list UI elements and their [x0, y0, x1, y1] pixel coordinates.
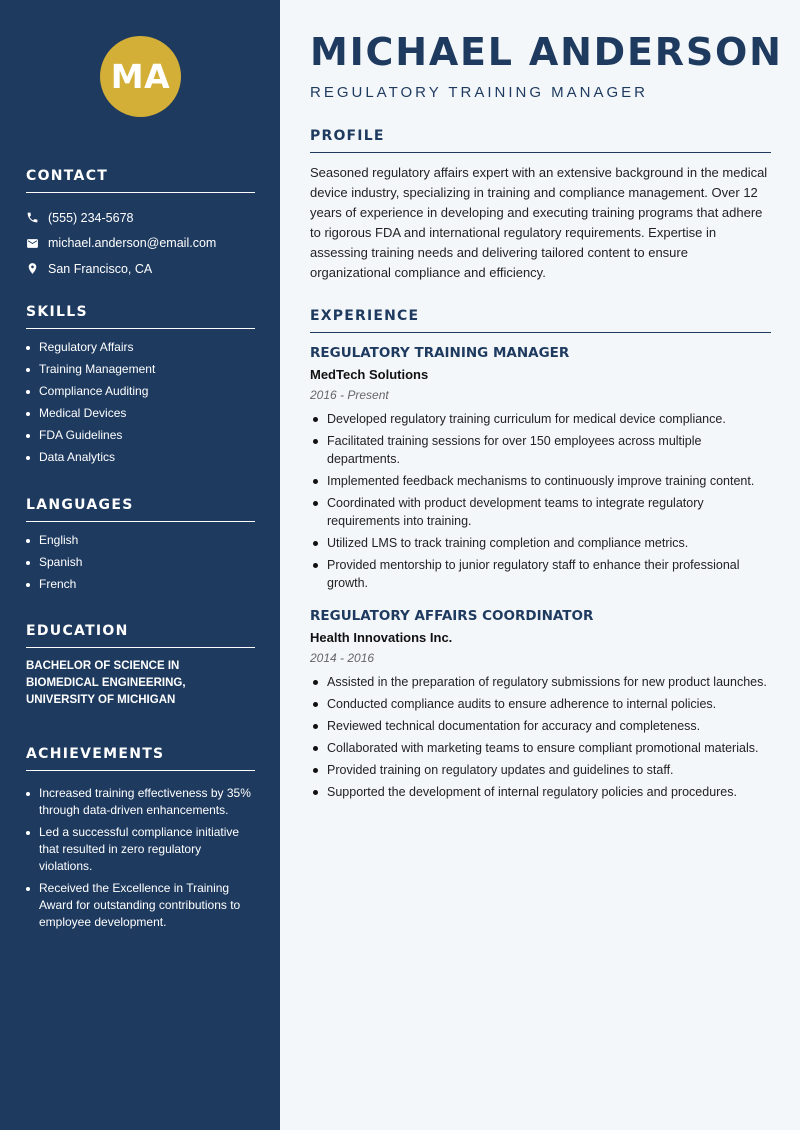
- job-point: Implemented feedback mechanisms to continuously improve training content.: [310, 472, 771, 490]
- job-role: REGULATORY TRAINING MANAGER: [310, 345, 570, 361]
- job-point: Coordinated with product development teams to integrate regulatory requirements into training.: [310, 494, 771, 530]
- skill-item: Data Analytics: [26, 449, 255, 466]
- profile-section: [310, 128, 771, 283]
- contact-email: [26, 231, 255, 257]
- job-points: [310, 410, 771, 592]
- job-dates: 2016 - Present: [310, 388, 389, 402]
- skill-item: Compliance Auditing: [26, 383, 255, 400]
- sidebar: [0, 0, 280, 1130]
- achievements-list: [26, 785, 255, 931]
- language-item: French: [26, 576, 255, 593]
- job-point: Developed regulatory training curriculum for medical device compliance.: [310, 410, 771, 428]
- achievements-heading: ACHIEVEMENTS: [26, 746, 255, 771]
- achievement-item: Received the Excellence in Training Award for outstanding contributions to employee development.: [26, 880, 255, 931]
- achievement-item: Led a successful compliance initiative that resulted in zero regulatory violations.: [26, 824, 255, 875]
- skills-section: [26, 304, 255, 471]
- language-item: Spanish: [26, 554, 255, 571]
- candidate-name: MICHAEL ANDERSON: [310, 30, 783, 74]
- contact-phone: [26, 205, 255, 231]
- job-point: Facilitated training sessions for over 150 employees across multiple departments.: [310, 432, 771, 468]
- job-role: REGULATORY AFFAIRS COORDINATOR: [310, 608, 594, 624]
- achievements-section: [26, 746, 255, 936]
- achievement-item: Increased training effectiveness by 35% through data-driven enhancements.: [26, 785, 255, 819]
- contact-email-text[interactable]: michael.anderson@email.com: [48, 236, 217, 251]
- job-point: Collaborated with marketing teams to ensure compliant promotional materials.: [310, 739, 771, 757]
- skill-item: Regulatory Affairs: [26, 339, 255, 356]
- experience-section: [310, 308, 771, 805]
- languages-heading: LANGUAGES: [26, 497, 255, 522]
- job-point: Supported the development of internal regulatory policies and procedures.: [310, 783, 771, 801]
- contact-section: [26, 168, 255, 282]
- education-heading: EDUCATION: [26, 623, 255, 648]
- education-section: [26, 623, 255, 709]
- profile-text: Seasoned regulatory affairs expert with an extensive background in the medical device industry, specializing in training and compliance management. Over 12 years of experience in developing and executing training programs that adhere to rigorous FDA and international regulatory requirements. Expertise in assessing training needs and delivering tailored content to ensure organizational compliance and efficiency.: [310, 165, 768, 280]
- contact-location: [26, 256, 255, 282]
- job-company: MedTech Solutions: [310, 367, 429, 382]
- skill-item: Medical Devices: [26, 405, 255, 422]
- skill-item: Training Management: [26, 361, 255, 378]
- experience-heading: EXPERIENCE: [310, 308, 771, 333]
- email-icon: [26, 237, 39, 250]
- location-pin-icon: [26, 262, 39, 275]
- languages-list: [26, 532, 255, 593]
- job-point: Reviewed technical documentation for accuracy and completeness.: [310, 717, 771, 735]
- skill-item: FDA Guidelines: [26, 427, 255, 444]
- avatar: MA: [100, 36, 181, 117]
- job-points: [310, 673, 771, 801]
- job-dates: 2014 - 2016: [310, 651, 375, 665]
- job-point: Provided training on regulatory updates and guidelines to staff.: [310, 761, 771, 779]
- skills-list: [26, 339, 255, 466]
- phone-icon: [26, 211, 39, 224]
- job-point: Assisted in the preparation of regulatory submissions for new product launches.: [310, 673, 771, 691]
- experience-entry: [310, 608, 771, 801]
- education-degree: BACHELOR OF SCIENCE IN BIOMEDICAL ENGINEERING, UNIVERSITY OF MICHIGAN: [26, 660, 186, 706]
- job-point: Provided mentorship to junior regulatory staff to enhance their professional growth.: [310, 556, 771, 592]
- profile-heading: PROFILE: [310, 128, 771, 153]
- candidate-title: REGULATORY TRAINING MANAGER: [310, 84, 648, 101]
- contact-heading: CONTACT: [26, 168, 255, 193]
- contact-list: [26, 205, 255, 282]
- contact-location-text: San Francisco, CA: [48, 261, 153, 276]
- job-company: Health Innovations Inc.: [310, 630, 453, 645]
- language-item: English: [26, 532, 255, 549]
- experience-entry: [310, 345, 771, 592]
- languages-section: [26, 497, 255, 598]
- job-point: Conducted compliance audits to ensure adherence to internal policies.: [310, 695, 771, 713]
- skills-heading: SKILLS: [26, 304, 255, 329]
- contact-phone-text[interactable]: (555) 234-5678: [48, 210, 134, 225]
- job-point: Utilized LMS to track training completion and compliance metrics.: [310, 534, 771, 552]
